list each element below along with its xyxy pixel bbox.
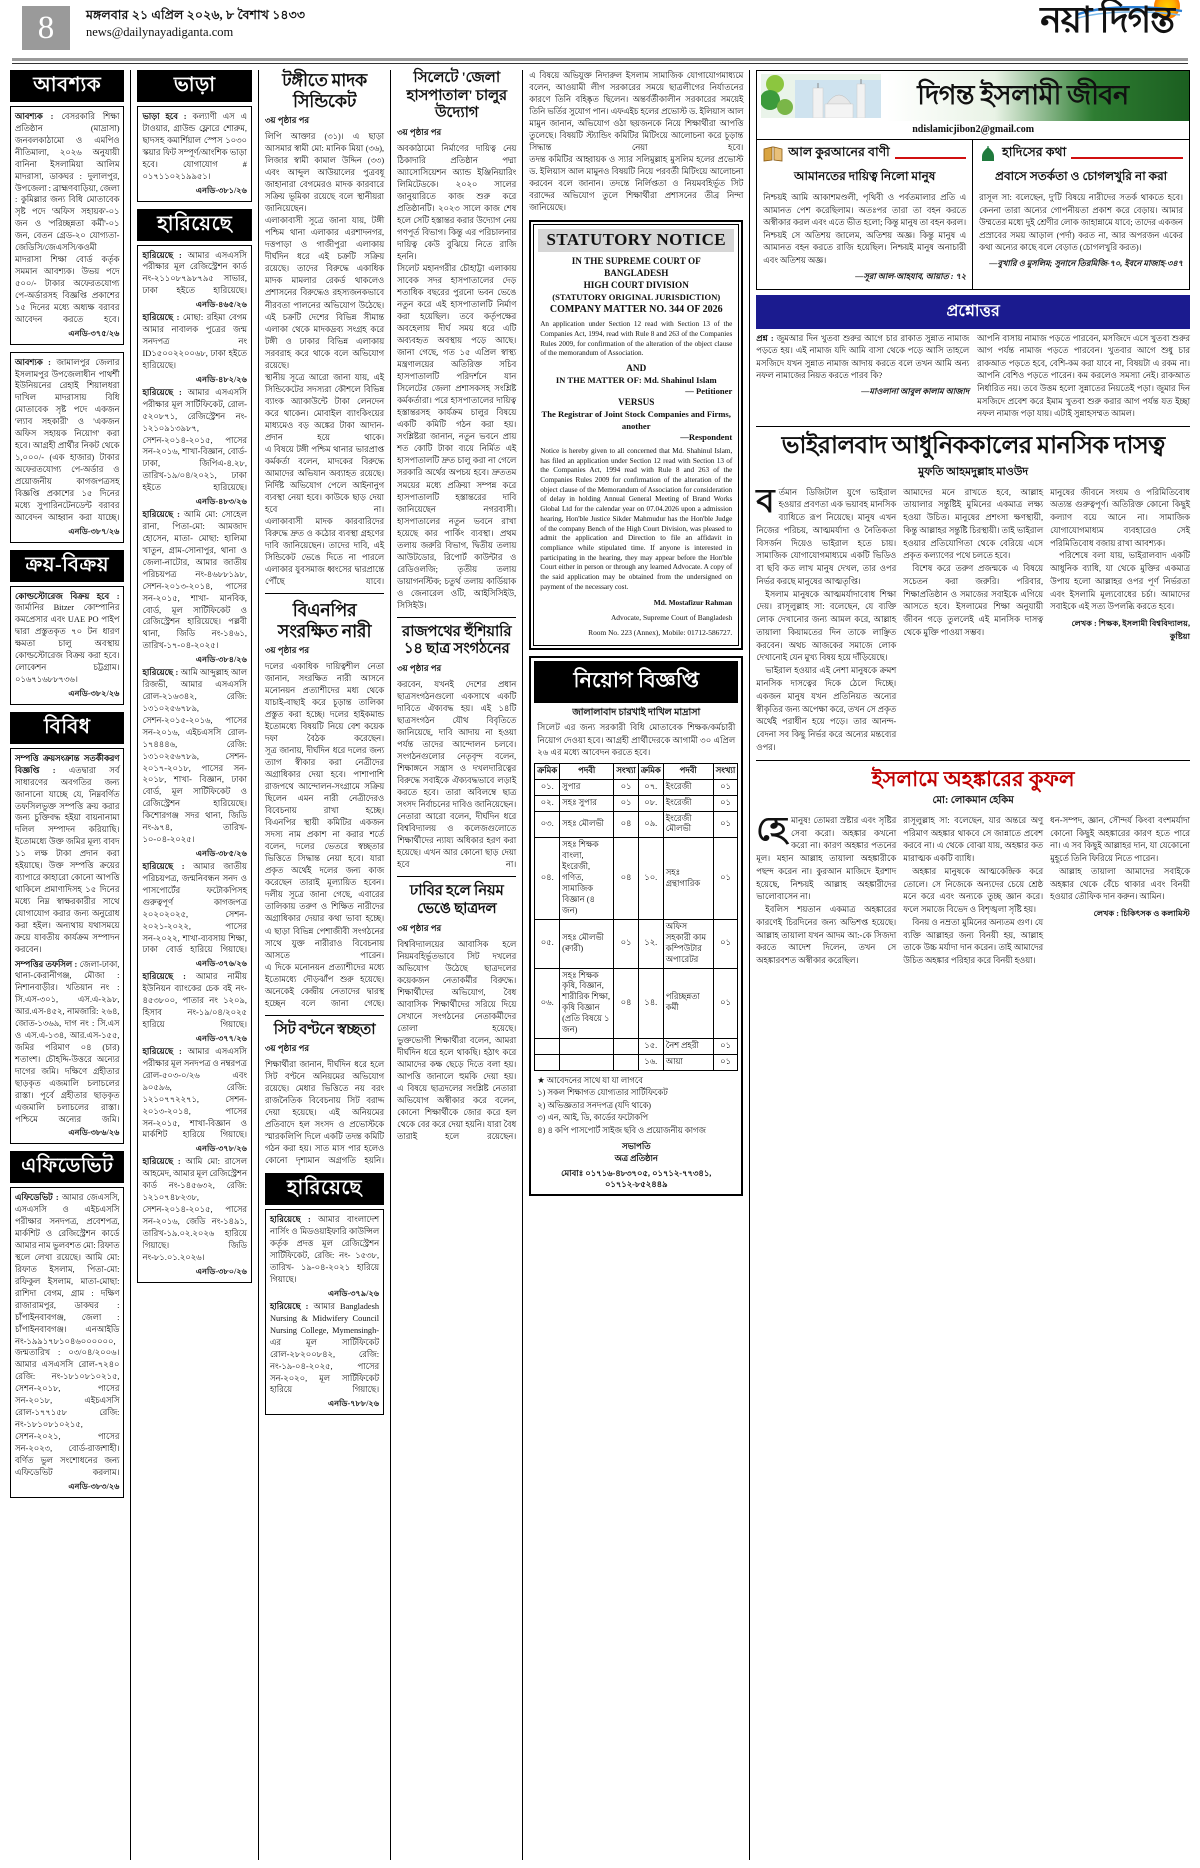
- story4-para: অবকাঠামো নির্মাণের দায়িত্ব নেয় ঠিকাদারি প্রতিষ্ঠান পদ্মা অ্যাসোসিয়েশন অ্যান্ড ইঞ্জিনিয়ারিং লিমিটেডকে। ২০২০ সালের জানুয়ারিতে কাজ শুরু করে প্রতিষ্ঠানটি। ২০২৩ সালে কাজ শেষ হলে সেটি হস্তান্তর করার উদ্যোগ নেয় গণপূর্ত বিভাগ। কিন্তু এর পরিচালনার দায়িত্ব কেউ বুঝিয়ে নিতে রাজি হননি।: [397, 144, 517, 262]
- cell-serial: ১৬.: [638, 1054, 663, 1070]
- cell-count: ০৪: [614, 811, 639, 838]
- story2-para: সূত্র জানায়, দীর্ঘদিন ধরে দলের জন্য ত্যাগ স্বীকার করা নেত্রীদের অগ্রাধিকার দেয়া হবে। পাশাপাশি রাজপথে আন্দোলন-সংগ্রামে সক্রিয় ছিলেন এমন নারী নেত্রীদেরও বিবেচনায় রাখা হচ্ছে।: [264, 746, 385, 816]
- cell-count: ০১: [713, 1039, 738, 1055]
- col-position-2: পদবী: [663, 763, 713, 779]
- feature2-para: রাসূলুল্লাহ সা: বলেছেন, যার অন্তরে অণু পরিমাণ অহঙ্কার থাকবে সে জান্নাতে প্রবেশ করবে না। এ থেকে বোঝা যায়, অহঙ্কার কত মারাত্মক একটি ব্যাধি।: [903, 815, 1044, 864]
- qa-question-text: জুমআর দিন খুতবা শুরুর আগে চার রাকাত সুন্নাত নামাজ পড়তে হয়। এই নামাজ যদি আমি বাসা থেকে পড়ে আসি তাহলে মসজিদে যখন সুন্নাত নামাজ আদায় করতে বলে তখন আমি অন্য নফল নামাজের নিয়ত করতে পারব কি?: [756, 333, 970, 381]
- section-divider: [756, 426, 1190, 427]
- cell-serial: ১৪.: [638, 968, 663, 1039]
- ad-body: জার্মানির Bitzer কোম্পানির কমপ্রেসার এবং UAE PO পাইপ দ্বারা প্রস্তুতকৃত ৭০ টন ধারণ ক্ষমতা চালু অবস্থায় কোল্ডস্টোরেজ বিক্রয় করা হবে। লোকেশন চট্টগ্রাম। ০১৬৭১৬৮৮৭৩৬।: [15, 603, 120, 684]
- ad-label: হারিয়েছে :: [142, 510, 180, 520]
- ad-label: এফিডেভিট :: [15, 1193, 59, 1203]
- job-signer-org: অত্র প্রতিষ্ঠান: [614, 1153, 658, 1163]
- hadis-text: রাসূল সা: বলেছেন, দু'টি বিষয়ে নারীদের সতর্ক থাকতে হবে। কেননা তারা অন্যের গোপনীয়তা প্রকাশ করে বেড়ায়। আমার উম্মতের মধ্যে দুই শ্রেণীর লোক জাহান্নামে যাবে; তাদের একজন প্রস্রাবের সময় আড়াল (পর্দা) করত না, আর অপরজন একের কথা অন্যের কাছে বলে বেড়াত (চোগলখুরি করত)।: [979, 193, 1183, 253]
- statutory-petitioner: — Petitioner: [685, 386, 733, 397]
- ad-ref: এনডি-৩৮৫/২৬: [195, 849, 247, 859]
- job-ad-heading: নিয়োগ বিজ্ঞপ্তি: [534, 661, 738, 703]
- feature1-para: ভাইরাল হওয়ার এই নেশা মানুষকে ক্রমশ মানসিক দাসত্বের দিকে ঠেলে দিচ্ছে। একজন মানুষ যখন প্রতিনিয়ত অন্যের স্বীকৃতির জন্য অপেক্ষা করে, তখন সে প্রকৃত অর্থেই পরাধীন হয়ে পড়ে। তার আনন্দ-বেদনা সব কিছু নির্ভর করে অন্যের মন্তব্যের ওপর।: [756, 666, 897, 752]
- column-divider: [390, 70, 391, 1860]
- quran-source: —সূরা আল-আহযাব, আয়াত : ৭২: [855, 271, 967, 281]
- headline-story3: সিট বণ্টনে স্বচ্ছতা: [273, 1021, 376, 1038]
- feature2-dropcap: হে: [756, 811, 788, 848]
- ad-body: মোছা: রহিমা বেগম আমার নাবালক পুত্রের জন্ম সনদপত্র নং ID১৫০০২২০০৬৮, ঢাকা হইতে হারিয়েছে।: [142, 313, 247, 370]
- ad-ref: এনডি-৩৮০/২৬: [195, 1266, 247, 1276]
- feature2-para: ইবলিস শয়তান একমাত্র অহঙ্কারের কারণেই চিরদিনের জন্য অভিশপ্ত হয়েছে। আল্লাহ তায়ালা যখন আদম আ:-কে সিজদা করতে আদেশ দিলেন, তখন সে অহঙ্কারবশত অস্বীকার করেছিল।: [756, 905, 897, 966]
- cell-position: সহঃ সুপার: [560, 795, 614, 811]
- feature2-sign: লেখক : চিকিৎসক ও কলামিস্ট: [1093, 909, 1190, 919]
- ad-label: হারিয়েছে :: [142, 972, 186, 982]
- cell-count: ০১: [713, 779, 738, 795]
- section-divider: [756, 760, 1190, 761]
- job-positions-table: [534, 763, 738, 1071]
- quran-kicker: [763, 144, 966, 164]
- quran-block: [757, 140, 973, 289]
- story2-para: দলীয় সূত্রে জানা গেছে, এবারের তালিকায় তরুণ ও শিক্ষিত নারীদের অগ্রাধিকার দেয়ার কথা ভাবা হচ্ছে। এ ছাড়া বিভিন্ন পেশাজীবী সংগঠনের সাথে যুক্ত নারীরাও বিবেচনায় আসতে পারেন।: [264, 890, 385, 960]
- masthead-rule-thin: [12, 63, 1188, 64]
- category-heading-lost: হারিয়েছে: [137, 209, 251, 241]
- publication-date: মঙ্গলবার ২১ এপ্রিল ২০২৬, ৮ বৈশাখ ১৪৩৩: [86, 8, 306, 22]
- statutory-notice-inner: [533, 224, 739, 645]
- feature1-col-1: [756, 483, 897, 755]
- continued-from-story5: ৩য় পৃষ্ঠার পর: [397, 663, 442, 674]
- page-number: 8: [22, 6, 70, 50]
- story4-para: জানা গেছে, গত ১৫ এপ্রিল স্বাস্থ্য মন্ত্রণালয়ের অতিরিক্ত সচিব হাসপাতালটি পরিদর্শনে যান সিলেটের জেলা প্রশাসকসহ সংশ্লিষ্ট কর্মকর্তারা। পরে হাসপাতালের দায়িত্ব হস্তান্তরসহ কার্যক্রম চালুর বিষয়ে একটি কমিটি গঠন করা হয়।: [397, 348, 517, 430]
- section-divider: [397, 617, 516, 618]
- ad-ref: এনডি-৩৭৯/২৬: [328, 1288, 380, 1298]
- cell-count: ০১: [614, 919, 639, 968]
- headline-story4: সিলেটে 'জেলা হাসপাতাল' চালুর উদ্যোগ: [406, 70, 507, 122]
- statutory-signer-address: Room No. 223 (Annex), Mobile: 01712-586727.: [588, 627, 733, 637]
- ad-ref: এনডি-৪৮৩/২৬: [195, 497, 247, 507]
- cell-count: ০১: [614, 779, 639, 795]
- islamic-banner-wrap: [756, 70, 1190, 290]
- ad-label: হারিয়েছে :: [142, 250, 182, 260]
- column-divider: [749, 70, 750, 1860]
- cell-position: আয়া: [663, 1054, 713, 1070]
- story2-para: বিএনপির স্থায়ী কমিটির একজন সদস্য নাম প্রকাশ না করার শর্তে বলেন, দলের ভেতরে স্বচ্ছতার ভিত্তিতে সিদ্ধান্ত নেয়া হবে। যারা প্রকৃত অর্থেই দলের জন্য কাজ করেছেন তারাই মূল্যায়িত হবেন।: [264, 818, 385, 888]
- logo-wordmark: [1036, 2, 1174, 38]
- job-note-item: ৩) এন, আই, ডি, কার্ডের ফটোকপি: [537, 1113, 649, 1123]
- qa-heading: প্রশ্নোত্তর: [756, 295, 1190, 329]
- job-note-item: ২) অভিজ্ঞতার সনদপত্র (যদি থাকে): [537, 1100, 652, 1110]
- statutory-title: STATUTORY NOTICE: [538, 229, 734, 252]
- story1-para: এলাকাবাসী সূত্রে জানা যায়, টঙ্গী পশ্চিম থানা এলাকার এরশাদনগর, দত্তপাড়া ও গাজীপুরা এলাকায় দীর্ঘদিন ধরে এই চক্রটি সক্রিয় রয়েছে। তাদের বিরুদ্ধে একাধিক মাদক মামলার রেকর্ড থাকলেও প্রশাসনের বিরুদ্ধেও রহস্যজনকভাবে নীরবতা পালনের অভিযোগ উঠেছে। এই চক্রটি দেশের বিভিন্ন সীমান্ত এলাকা থেকে মাদকদ্রব্য সংগ্রহ করে টঙ্গী ও ঢাকার বিভিন্ন এলাকায় সরবরাহ করে থাকে বলে অভিযোগ রয়েছে।: [264, 216, 385, 370]
- cell-position: নৈশ প্রহরী: [663, 1039, 713, 1055]
- ad-body: আমার এসএসসি পরীক্ষার মূল রেজিস্ট্রেশন কার্ড নং-২১১০৮৭৯৮৭৯৫ সাভার, ঢাকা হইতে হারিয়েছে।: [142, 250, 247, 296]
- ad-body: আমার এসএসসি পরীক্ষার মূল সনদপত্র ও নম্বরপত্র রোল-৫০৩-০/২৬ এবং ৯০৫৯৬, রেজি: ১২১০৭৭২২৭১, সেশন- ২০১৩-২০১৪, পাসের সন-২০১৫, শাখা-বিজ্ঞান ও মার্কশিট হারিয়ে গিয়াছে।: [142, 1047, 247, 1140]
- cell-position: সহঃ মৌলভী: [560, 811, 614, 838]
- ad-ref: এনডি-৩৭৫/২৬: [68, 328, 120, 338]
- statutory-court-1: IN THE SUPREME COURT OF BANGLADESH: [571, 256, 701, 279]
- quran-kicker-label: আল কুরআনের বাণী: [788, 145, 890, 159]
- hadis-source: —বুখারি ও মুসলিম; সুনানে তিরমিজি-৭০, ইবনে মাজাহ-৩৪৭: [989, 259, 1183, 269]
- column-divider: [130, 70, 131, 1860]
- ad-ref: এনডি-৩৭৬/২৬: [195, 959, 247, 969]
- feature1-para: মানুষের জীবনে সংযম ও পরিমিতিবোধ অত্যন্ত গুরুত্বপূর্ণ। অতিরিক্ত কোনো কিছুই কল্যাণ বয়ে আনে না। সামাজিক যোগাযোগমাধ্যম ব্যবহারেও সেই পরিমিতিবোধ বজায় রাখা আবশ্যক।: [1050, 487, 1190, 548]
- story4-para: সংশ্লিষ্টরা জানান, নতুন ভবনে প্রায় শত কোটি টাকা ব্যয়ে নির্মিত এই হাসপাতালটি দ্রুত চালু করা না গেলে সরকারি অর্থের অপচয় হবে। দ্রুততম সময়ের মধ্যে প্রক্রিয়া সম্পন্ন করে হাসপাতালটি হস্তান্তরের দাবি জানিয়েছেন নগরবাসী।: [397, 432, 517, 514]
- cell-serial: [535, 1039, 560, 1055]
- ad-ref: এনডি-৩৭৮/২৬: [195, 1144, 247, 1154]
- continued-from-story6: ৩য় পৃষ্ঠার পর: [397, 922, 442, 933]
- masthead-date-block: [86, 7, 305, 41]
- ad-label: হারিয়েছে :: [142, 313, 180, 323]
- ad-body: জেলা-ঢাকা, থানা-কেরানীগঞ্জ, মৌজা : নিশানবাড়ীর। খতিয়ান নং : সি.এস-৩০১, এস.এ-২৯৮, আর.এস-৪৫২, নামজারি: ২৬৪, জোত-১৩৬৯, দাগ নং : সি.এস ও এস.এ-১৩৪, আর.এস-১৫৫, জমির পরিমাণ ০৪ (চার) শতাংশ। চৌহদ্দি-উত্তরে অন্যের দাগের জমি। দক্ষিণে গ্রহীতার ছাড়কৃত এজমালি চলাচলের রাস্তা। পূর্বে গ্রহীতার ছাড়কৃত এজমালি চলাচলের রাস্তা। পশ্চিমে অন্যের জমি।: [15, 959, 120, 1124]
- cell-position: ইংরেজী: [663, 779, 713, 795]
- classified-ad-group: [265, 1209, 384, 1415]
- qa-answer-col: [977, 333, 1190, 421]
- cell-position: সহঃ গ্রন্থাগারিক: [663, 838, 713, 919]
- continued-from-story4: ৩য় পৃষ্ঠার পর: [397, 127, 442, 138]
- statutory-matter-no: COMPANY MATTER NO. 344 OF 2026: [549, 304, 723, 316]
- islamic-banner: [757, 71, 1189, 121]
- continued-from-story3: ৩য় পৃষ্ঠার পর: [264, 1043, 310, 1054]
- cell-position: সহঃ মৌলভী (ক্বারী): [560, 919, 614, 968]
- ad-label: হারিয়েছে :: [269, 1215, 311, 1225]
- story5-para: করবেন, যখনই দেশের প্রধান ছাত্রসংগঠনগুলো একসাথে একটি দাবিতে ঐক্যবদ্ধ হয়। এই ১৪টি ছাত্রসংগঠন যৌথ বিবৃতিতে জানিয়েছে, দাবি আদায় না হওয়া পর্যন্ত তাদের আন্দোলন চলবে।: [397, 680, 517, 750]
- table-row: [535, 779, 738, 795]
- story3-para: শিক্ষার্থীরা জানান, দীর্ঘদিন ধরে হলে সিট বণ্টনে অনিয়মের অভিযোগ রয়েছে। মেধার ভিত্তিতে নয় বরং রাজনৈতিক বিবেচনায় সিট বরাদ্দ দেয়া হয়েছে। এই অনিয়মের প্রতিবাদে হল সংসদ ও প্রভোস্টকে স্মারকলিপি দিলে একটি তদন্ত কমিটি গঠন করা হয়। সাত মাস পার হলেও কোনো দৃশ্যমান অগ্রগতি হয়নি।: [264, 1060, 385, 1166]
- contact-email: news@dailynayadiganta.com: [86, 24, 234, 39]
- job-signer: সভাপতি: [621, 1142, 651, 1152]
- table-row: [535, 919, 738, 968]
- ad-label: হারিয়েছে :: [142, 862, 185, 872]
- col-position-1: পদবী: [560, 763, 614, 779]
- newspaper-logo: [1036, 2, 1174, 38]
- table-row: [535, 838, 738, 919]
- col-count-2: সংখ্যা: [713, 763, 738, 779]
- cell-count: ০১: [614, 795, 639, 811]
- col-count-1: সংখ্যা: [614, 763, 639, 779]
- cell-position: [560, 1054, 614, 1070]
- mosque-dome-icon: [979, 146, 997, 162]
- logo-text: নয়া দিগন্ত: [1040, 0, 1174, 40]
- category-heading-lost-2: হারিয়েছে: [265, 1173, 384, 1205]
- ad-ref: এনডি-৩৮১/২৬: [195, 185, 247, 195]
- ad-label: সম্পত্তির তফসিল :: [15, 959, 78, 969]
- column-classified-1: [10, 70, 124, 1860]
- ad-ref: এনডি-৩৮৬/২৬: [68, 1128, 120, 1138]
- cell-serial: [535, 1054, 560, 1070]
- col-serial-2: ক্রমিক: [638, 763, 663, 779]
- feature1-col-2: [903, 487, 1043, 755]
- qa-source: —মাওলানা আবুল কালাম আজাদ: [861, 387, 970, 397]
- masthead: [10, 0, 1190, 56]
- table-header-row: [535, 763, 738, 779]
- ad-ref: এনডি-৩৮৪/২৬: [195, 655, 247, 665]
- story4-para: হাসপাতালের নতুন ভবনে রাখা হয়েছে কার পার্কিং ব্যবস্থা। প্রথম তলায় জরুরি বিভাগ, দ্বিতীয় তলায় আউটডোর, রিপোর্ট কাউন্টার ও রেডিওলজি; তৃতীয় তলায় ডায়াগনস্টিক; চতুর্থ তলায় কার্ডিয়াক ও জেনারেল ওটি, আইসিসিইউ, সিসিইউ।: [397, 516, 517, 610]
- feature1-byline: মুফতি আহমদুল্লাহ মাওউদ: [918, 465, 1029, 478]
- continued-from-story2: ৩য় পৃষ্ঠার পর: [264, 645, 310, 656]
- feature2-col-2: [903, 815, 1043, 968]
- story2-para: এ দিকে মনোনয়ন প্রত্যাশীদের মধ্যে ইতোমধ্যে দৌড়ঝাঁপ শুরু হয়েছে। অনেকেই কেন্দ্রীয় নেতাদের দ্বারস্থ হচ্ছেন বলে জানা গেছে।: [264, 962, 385, 1008]
- hadis-kicker-label: হাদিসের কথা: [1002, 145, 1067, 159]
- table-row: [535, 1054, 738, 1070]
- ad-ref: এনডি-৪৮২/২৬: [195, 374, 247, 384]
- job-intro: সিলেট এর জন্য সরকারী বিধি মোতাবেক শিক্ষক/কর্মচারী নিয়োগ দেওয়া হবে। আগ্রহী প্রার্থীদেরকে আগামী ৩০ এপ্রিল ২৬ এর মধ্যে আবেদন করতে হবে।: [537, 722, 736, 758]
- classified-ad: [10, 586, 124, 705]
- cell-serial: ০৫.: [535, 919, 560, 968]
- story6-para: বিশ্ববিদ্যালয়ের আবাসিক হলে নিয়মবহির্ভূতভাবে সিট দখলের অভিযোগ উঠেছে ছাত্রদলের কয়েকজন নেতাকর্মীর বিরুদ্ধে। শিক্ষার্থীদের অভিযোগ, বৈধ আবাসিক শিক্ষার্থীদের সরিয়ে দিয়ে সেখানে সংগঠনের নেতাকর্মীদের তোলা হয়েছে।: [397, 939, 517, 1033]
- section-divider: [265, 1015, 384, 1016]
- statutory-respondent: —Respondent: [680, 431, 733, 442]
- story1-para: লিপি আক্তার (৩১)। এ ছাড়া আসমার স্বামী মো: মানিক মিয়া (৩৬), লিজার স্বামী কামাল উদ্দিন (৩৩) এবং আব্দুল আউয়ালের পুত্রবধূ জাহানারা বেগমেরও মাদক কারবারে সক্রিয় ভূমিকা রয়েছে বলে স্থানীয়রা জানিয়েছেন।: [264, 132, 385, 214]
- statutory-respondent-line: The Registrar of Joint Stock Companies and Firms, another: [541, 409, 731, 431]
- qa-question-col: [756, 333, 969, 421]
- feature2-para: অহঙ্কার মানুষকে আত্মকেন্দ্রিক করে তোলে। সে নিজেকে অন্যদের চেয়ে শ্রেষ্ঠ মনে করে এবং অন্যকে তুচ্ছ জ্ঞান করে। ফলে সমাজে বিভেদ ও বিশৃঙ্খলা সৃষ্টি হয়।: [903, 866, 1044, 915]
- ad-body: আমি মো: রাসেল আহমেদ, আমার মূল রেজিস্ট্রেশন কার্ড নং-১৪৫৬৩২, রেজি: ১২১০৭৪৮২৩৮, সেশন-২০১৪-২০১৫, পাসের সন-২০১৬, জেডি নং-১৪৯১, তারিখ-১৯.০২.২০২৬ হারিয়ে গিয়াছে। জিডি নং-৮১.০১.২০২৬।: [142, 1157, 247, 1262]
- story3-para: তদন্ত কমিটির আহ্বায়ক ও স্যার সলিমুল্লাহ মুসলিম হলের প্রভোস্ট ড. ইলিয়াস আল মামুনও বিষয়টি নিয়ে পরবর্তী মিটিংয়ে আলোচনা করবেন বলে জানান। তদন্তে নির্লিপ্ততা ও নিয়মবহির্ভূত সিট বরাদ্দের অভিযোগ তুলে শিক্ষার্থীরা প্রশাসনের তীব্র নিন্দা জানিয়েছে।: [529, 155, 744, 213]
- feature2-para: মানুষ! তোমরা স্রষ্টার এবং সৃষ্টির সেবা করো। অহঙ্কার কখনো করো না। কারণ অহঙ্কার পতনের মূল। মহান আল্লাহ তায়ালা অহঙ্কারীকে পছন্দ করেন না। কুরআন মাজিদে ইরশাদ হয়েছে, নিশ্চয়ই আল্লাহ অহঙ্কারীদের ভালোবাসেন না।: [756, 815, 897, 902]
- category-heading-rent: ভাড়া: [137, 70, 251, 102]
- column-news-1: [265, 70, 384, 1860]
- quran-title: আমানতের দায়িত্ব নিলো মানুষ: [794, 169, 936, 183]
- story1-para: স্থানীয় সূত্রে আরো জানা যায়, এই সিন্ডিকেটের সদস্যরা কৌশলে বিভিন্ন ব্যাংক অ্যাকাউন্টে টাকা লেনদেন করে থাকেন। মোবাইল ব্যাংকিংয়ের মাধ্যমেও বড় অঙ্কের টাকা আদান-প্রদান হয়ে থাকে।: [264, 372, 385, 442]
- ad-label: হারিয়েছে :: [142, 1157, 181, 1167]
- story1-para: এলাকাবাসী মাদক কারবারিদের বিরুদ্ধে দ্রুত ও কঠোর ব্যবস্থা গ্রহণের দাবি জানিয়েছেন। তাদের দাবি, এই সিন্ডিকেট ভেঙে দিতে না পারলে এলাকার যুবসমাজ ধ্বংসের দ্বারপ্রান্তে পৌঁছে যাবে।: [264, 516, 385, 586]
- continued-from-story1: ৩য় পৃষ্ঠার পর: [264, 115, 310, 126]
- feature1-dropcap: ব: [756, 483, 775, 520]
- feature2-headline: ইসলামে অহঙ্কারের কুফল: [871, 766, 1075, 791]
- ad-body: আমার জেএসসি, এসএসসি ও এইচএসসি পরীক্ষার সনদপত্র, প্রবেশপত্র, মার্কশিট ও রেজিস্ট্রেশন কার্ডে আমার নাম ভুলবশত মো: রিফাত স্থলে লেখা রয়েছে। আমি মো: রিফাত ইসলাম, পিতা-মো: রফিকুল ইসলাম, মাতা-মোছা: রাশিদা বেগম, গ্রাম : দক্ষিণ রাজারামপুর, ডাকঘর : চাঁপাইনবাবগঞ্জ, জেলা : চাঁপাইনবাবগঞ্জ। এনআইডি নং-১৯৯১৭৮১০৪৬০০০০০০, জন্মতারিখ : ০৩/০৪/২০০৬। আমার এসএসসি রোল-৭২৪০ রেজি: নং-১৮১০৮১০২১৫, সেশন-২০১৮, পাসের সন-২০১৮, এইচএসসি রোল-১৭৭১৫৮ রেজি: নং-১৮১০৮১০২১৫, সেশন-২০২১, পাসের সন-২০২৩, বোর্ড-রাজশাহী। বর্ণিত ভুল সংশোধনের জন্য এফিডেভিট করলাম।: [15, 1193, 120, 1477]
- feature2-col-1: [756, 811, 897, 968]
- feature1-para: আমাদের মনে রাখতে হবে, আল্লাহ তায়ালার সন্তুষ্টিই মুমিনের একমাত্র লক্ষ্য হওয়া উচিত। মানুষের প্রশংসা ক্ষণস্থায়ী, কিন্তু আল্লাহর সন্তুষ্টি চিরস্থায়ী। তাই ভাইরাল হওয়ার প্রতিযোগিতা থেকে বেরিয়ে এসে প্রকৃত কল্যাণের পথে চলতে হবে।: [903, 487, 1044, 561]
- job-table-body: [535, 779, 738, 1070]
- statutory-notice: [529, 220, 743, 649]
- job-institution: জালালাবাদ চারখাই দাখিল মাদ্রাসা: [572, 707, 701, 718]
- ad-body: আমার জাতীয় পরিচয়পত্র, জন্মনিবন্ধন সনদ ও পাসপোর্টের ফটোকপিসহ গুরুত্বপূর্ণ কাগজপত্র ২০২০২০২৫, সেশন- ২০২১-২০২২, পাসের সন-২০২২, শাখা-ব্যবসায় শিক্ষা, ঢাকা বোর্ড হারিয়ে গিয়াছে।: [142, 862, 247, 955]
- ad-body: আমার Bangladesh Nursing & Midwifery Council Nursing College, Mymensingh-এর মূল সার্টিফিকেট রোল-২৮২০০৮৪২, রেজি: নং-১৯-০৪-২০২৫, পাসের সন-২০২০, মূল সার্টিফিকেট হারিয়ে গিয়াছে।: [269, 1301, 380, 1395]
- feature1-headline: ভাইরালবাদ আধুনিককালের মানসিক দাসত্ব: [781, 432, 1165, 459]
- statutory-signer-title: Advocate, Supreme Court of Bangladesh: [610, 612, 733, 622]
- table-row: [535, 811, 738, 838]
- category-heading-affidavit: এফিডেভিট: [10, 1151, 124, 1183]
- story4-para: সিলেট মহানগরীর চৌহাট্টা এলাকায় সাবেক সদর হাসপাতালের দেড় শতাধিক বছরের পুরনো ভবন ভেঙে নতুন করে এই হাসপাতালটি নির্মাণ করা হয়েছিল। তবে কর্তৃপক্ষের অবহেলায় দীর্ঘ সময় ধরে এটি অব্যবহৃত অবস্থায় পড়ে আছে।: [397, 264, 517, 346]
- feature2-para: বিনয় ও নম্রতা মুমিনের অন্যতম গুণ। যে ব্যক্তি আল্লাহর জন্য বিনয়ী হয়, আল্লাহ তাকে উচ্চ মর্যাদা দান করেন। তাই আমাদের উচিত অহঙ্কার পরিহার করে বিনয়ী হওয়া।: [903, 917, 1044, 966]
- mosque-icon: [761, 74, 881, 118]
- headline-story1: টঙ্গীতে মাদক সিন্ডিকেট: [282, 70, 367, 111]
- headline-story2: বিএনপির সংরক্ষিত নারী: [277, 599, 372, 641]
- cell-serial: ০৪.: [535, 838, 560, 919]
- column-news-2: [397, 70, 516, 1860]
- ad-ref: এনডি-৩৮৭/২৬: [68, 526, 120, 536]
- ad-body: আমি আব্দুল্লাহ আল রিজভী, আমার এসএসসি রোল-২১৬৩৪২, রেজি: ১৩১০২৫৬৭৮৯, সেশন-২০১৫-২০১৬, পাসের সন-২০১৬, এইচএসসি রোল- ১৭৪৪৪৬, রেজি: ১৩১০২৫৬৭৮৯, সেশন- ২০১৭-২০১৮, পাসের সন- ২০১৮, শাখা- বিজ্ঞান, ঢাকা বোর্ড, মূল সার্টিফিকেট ও রেজিস্ট্রেশন হারিয়েছে। কিশোরগঞ্জ সদর থানা, জিডি নং-৯৭৪, তারিখ- ১০-০৪-২০২৫।: [142, 668, 247, 845]
- ad-ref: এনডি-৩৭৭/২৬: [195, 1034, 247, 1043]
- classified-ad-group: [137, 245, 251, 1283]
- headline-story5: রাজপথের হুঁশিয়ারি ১৪ ছাত্র সংগঠনের: [401, 623, 512, 658]
- section-divider: [397, 876, 516, 877]
- ad-body: আমার নামীয় ইউনিয়ন ব্যাংকের চেক বই নং- ৪৫৩৮০০, পাতার নং ১২০৯, হিসাব নং-১৯/০৪/২০২৫ হারিয়ে গিয়াছে।: [142, 972, 247, 1030]
- job-note-item: ১) সকল শিক্ষাগত যোগ্যতার সার্টিফিকেট: [537, 1088, 668, 1098]
- column-divider: [258, 70, 259, 1860]
- ad-body: এতদ্বারা সর্ব সাধারণের অবগতির জন্য জানানো যাচ্ছে যে, নিম্নবর্ণিত তফসিলভুক্ত সম্পত্তি ক্রয় করার জন্য চুক্তিবদ্ধ হইয়া বায়নানামা দলিল সম্পাদন করিয়াছি। ইতোমধ্যে উক্ত জমির মূল্য বাবদ ১১ লক্ষ টাকা প্রদান করা হইয়াছে। উক্ত সম্পত্তি ক্রয়ের ব্যাপারে কাহারো কোনো আপত্তি থাকিলে প্রমাণাদিসহ ১৫ দিনের মধ্যে নিম্ন স্বাক্ষরকারীর সাথে যোগাযোগ করার জন্য অনুরোধ করা হইল। অন্যথায় যথাসময়ে ক্রয়ে যাবতীয় কার্যক্রম সম্পাদন করবেন।: [15, 765, 120, 954]
- feature1-columns: [756, 483, 1190, 755]
- cell-count: [614, 1039, 639, 1055]
- story6-para: এ বিষয়ে ছাত্রদলের সংশ্লিষ্ট নেতারা অভিযোগ অস্বীকার করে বলেন, কোনো শিক্ষার্থীকে জোর করে হল থেকে বের করে দেয়া হয়নি। যারা বৈধ তারাই হলে রয়েছেন।: [397, 1083, 517, 1141]
- column-divider: [522, 70, 523, 1860]
- feature1-para: ইসলাম মানুষকে আত্মমর্যাদাবোধ শিক্ষা দেয়। রাসূলুল্লাহ সা: বলেছেন, যে ব্যক্তি লোক দেখানোর জন্য আমল করে, আল্লাহ তায়ালা কিয়ামতের দিন তাকে লাঞ্ছিত করবেন। অথচ আজকের সমাজে লোক দেখানোই যেন মুখ্য বিষয় হয়ে দাঁড়িয়েছে।: [756, 589, 897, 663]
- category-heading-misc: বিবিধ: [10, 712, 124, 744]
- cell-serial: ০৯.: [638, 811, 663, 838]
- ad-label: আবশ্যক :: [15, 112, 54, 121]
- classified-ad: [137, 106, 251, 202]
- statutory-jurisdiction: (STATUTORY ORIGINAL JURISDICTION): [552, 292, 721, 303]
- cell-position: ইংরেজী মৌলভী: [663, 811, 713, 838]
- table-row: [535, 968, 738, 1039]
- cell-serial: ১২.: [638, 919, 663, 968]
- cell-count: ০৪: [614, 838, 639, 919]
- job-advertisement: [529, 656, 743, 1197]
- statutory-notice-body: Notice is hereby given to all concerned that Md. Shahinul Islam, has filed an application under Section 12 read with Section 13 of the Companies Act, 1994 read with Rule 8 and 263 of the Companies Rules 2009 for confirmation of the alteration of the object clause of the Memorandum of Association for consideration of delay in holding Annual General Meeting of Brand Works Global Ltd for the calendar year on 07.04.2026 upon a admission hearing, Hon'ble Justice Sikder Mahmudur has the Hon'ble Judge of the company Bench of the High Court Division, was pleased to admit the application and Direction to file an affidavit in compliance while stipulated time. If anyone is interested in participating in the hearing, they may appear before the Hon'ble Court either in person or through any learned Advocate. A copy of the said application may be obtained from the undersigned on payment of the necessary cost.: [540, 446, 733, 591]
- classified-ad: [10, 352, 124, 543]
- cell-count: ০১: [713, 795, 738, 811]
- page-grid: [10, 70, 1190, 1860]
- cell-count: ০১: [713, 968, 738, 1039]
- cell-serial: ১০.: [638, 838, 663, 919]
- statutory-court-2: HIGH COURT DIVISION: [583, 280, 689, 291]
- story2-para: দলের একাধিক দায়িত্বশীল নেতা জানান, সংরক্ষিত নারী আসনে মনোনয়ন প্রত্যাশীদের মধ্য থেকে যাচাই-বাছাই করে চূড়ান্ত তালিকা প্রস্তুত করা হচ্ছে। দলের হাইকমান্ড ইতোমধ্যে বিষয়টি নিয়ে বেশ কয়েক দফা বৈঠক করেছেন।: [264, 662, 385, 744]
- cell-position: [560, 1039, 614, 1055]
- job-notes-title: ★ আবেদনের সাথে যা যা লাগবে: [537, 1075, 643, 1085]
- cell-serial: ০৮.: [638, 795, 663, 811]
- ad-ref: এনডি-৩৮৩/২৬: [68, 1481, 120, 1491]
- classified-ad: [10, 1187, 124, 1497]
- ad-label: হারিয়েছে :: [269, 1301, 309, 1311]
- ad-body: জামালপুর জেলার ইসলামপুর উপজেলাধীন পাথর্শী ইউনিয়নের রেহাই শিয়ালধরা দাখিল মাদরাসায় বিধি মোতাবেক সৃষ্ট পদে একজন 'ল্যাব সহকারী' ও 'একজন অফিস সহায়ক নিয়োগ' করা হবে। আগ্রহী প্রার্থীর নিকট থেকে ১,০০০/- (এক হাজার) টাকার অফেরতযোগ্য পে-অর্ডার ও প্রয়োজনীয় কাগজপত্রসহ বিজ্ঞপ্তি প্রকাশের ১৫ দিনের মধ্যে সুপারিনটেনডেন্ট বরাবর আবেদন আহ্বান করা যাচ্ছে।: [15, 357, 120, 522]
- headline-story6: ঢাবির হলে নিয়ম ভেঙে ছাত্রদল: [409, 883, 504, 917]
- feature1-col-3: [1050, 487, 1190, 755]
- ad-label: হারিয়েছে :: [142, 387, 182, 397]
- feature1-para: বিশেষ করে তরুণ প্রজন্মকে এ বিষয়ে সচেতন করা জরুরি। পরিবার, শিক্ষাপ্রতিষ্ঠান ও সমাজের সবাইকে এগিয়ে আসতে হবে। ইসলামের শিক্ষা অনুযায়ী জীবন গড়ে তুললেই এই মানসিক দাসত্ব থেকে মুক্তি পাওয়া সম্ভব।: [903, 564, 1044, 637]
- story1-para: এ বিষয়ে টঙ্গী পশ্চিম থানার ভারপ্রাপ্ত কর্মকর্তা বলেন, মাদকের বিরুদ্ধে আমাদের অভিযান অব্যাহত রয়েছে। নির্দিষ্ট অভিযোগ পেলে আইনানুগ ব্যবস্থা নেয়া হবে। কাউকে ছাড় দেয়া হবে না।: [264, 444, 385, 514]
- col-serial-1: ক্রমিক: [535, 763, 560, 779]
- hadis-kicker-rule: [1071, 157, 1183, 159]
- cell-position: সহঃ শিক্ষক কৃষি, বিজ্ঞান, শারীরিক শিক্ষা, কৃষি বিজ্ঞান (প্রতি বিষয়ে ১ জন): [560, 968, 614, 1039]
- ad-ref: এনডি-৩৮২/২৬: [68, 688, 120, 698]
- ad-ref: এনডি-৭৮৮/২৬: [328, 1399, 380, 1409]
- feature1-para: পরিশেষে বলা যায়, ভাইরালবাদ একটি আধুনিক ব্যাধি, যা থেকে মুক্তির একমাত্র উপায় হলো আল্লাহর ওপর পূর্ণ নির্ভরতা এবং ইসলামি মূল্যবোধের চর্চা। আমাদের সবাইকে এই সত্য উপলব্ধি করতে হবে।: [1050, 551, 1190, 612]
- statutory-application: An application under Section 12 read with Section 13 of the Companies Act, 1994, read with Rule 8 and 263 of the Companies Rules 2009, for confirmation of the alteration of the object clause of the memorandum of Association.: [540, 320, 733, 358]
- feature2-byline: মো: লোকমান হেকিম: [932, 794, 1014, 806]
- section-divider: [265, 593, 384, 594]
- column-notices: [529, 70, 743, 1860]
- cell-position: সহঃ শিক্ষক বাংলা, ইংরেজী, গণিত, সামাজিক বিজ্ঞান (৪ জন): [560, 838, 614, 919]
- story6-para: ভুক্তভোগী শিক্ষার্থীরা বলেন, আমরা দীর্ঘদিন ধরে হলে থাকছি। হঠাৎ করে আমাদের কক্ষ ছেড়ে দিতে বলা হয়। আপত্তি জানালে হুমকি দেয়া হয়।: [397, 1035, 517, 1081]
- hadis-kicker: [979, 144, 1183, 164]
- category-heading-required: আবশ্যক: [10, 70, 124, 102]
- cell-count: [614, 1054, 639, 1070]
- cell-serial: ১৫.: [638, 1039, 663, 1055]
- islamic-section-title: দিগন্ত ইসলামী জীবন: [917, 80, 1129, 110]
- ad-label: ভাড়া হবে :: [142, 112, 187, 121]
- quran-book-icon: [763, 146, 783, 162]
- islamic-section: [756, 70, 1190, 1860]
- ad-body: আমার বাংলাদেশ নার্সিং ও মিডওয়াইফারি কাউন্সিল কর্তৃক প্রদত্ত মূল রেজিস্ট্রেশন সার্টিফিকেট, রেজি: নং- ১৫৩৮, তারিখ- ১৯-০৪-২০২১ হারিয়ে গিয়াছে।: [269, 1215, 380, 1285]
- cell-serial: ০৬.: [535, 968, 560, 1039]
- table-row: [535, 795, 738, 811]
- ad-body: কল্যাণী এস এ টাওয়ার, গ্রাউন্ড ফ্লোরে শোরুম, ছাদসহ কমার্শিয়াল স্পেস ১০৩০ স্কয়ার ফিট সম্পূর্ণ/আংশিক ভাড়া হবে। যোগাযোগ # ০১৭১১০২১৯৯৫১।: [142, 112, 247, 181]
- feature1-para: র্তমান ডিজিটাল যুগে ভাইরাল হওয়ার প্রবণতা এক ভয়াবহ মানসিক ব্যাধিতে রূপ নিয়েছে। মানুষ এখন নিজের পরিচয়, আত্মমর্যাদা ও নৈতিকতা বিসর্জন দিয়েও ভাইরাল হতে চায়। সামাজিক যোগাযোগমাধ্যমে একটি ভিডিও বা ছবি কত লাখ মানুষ দেখল, তার ওপর নির্ভর করছে মানুষের আত্মতৃপ্তি।: [756, 487, 897, 586]
- feature2-col-3: [1050, 815, 1190, 968]
- hadis-block: [973, 140, 1189, 289]
- ad-label: হারিয়েছে :: [142, 668, 179, 678]
- ad-label: কোল্ডস্টোরেজ বিক্রয় হবে :: [15, 591, 120, 601]
- islamic-section-email: ndislamicjibon2@gmail.com: [757, 121, 1189, 140]
- table-row: [535, 1039, 738, 1055]
- ad-label: আবশ্যক :: [15, 357, 51, 367]
- cell-count: ০১: [713, 919, 738, 968]
- ad-label: সম্পত্তি ক্রয়সংক্রান্ত সতর্কীকরণ বিজ্ঞপ্তি :: [15, 753, 120, 775]
- qa-question-label: প্রশ্ন :: [756, 333, 774, 343]
- job-note-item: ৪) ৪ কপি পাসপোর্ট সাইজ ছবি ও প্রয়োজনীয় কাগজ: [537, 1125, 706, 1135]
- hadis-title: প্রবাসে সতর্কতা ও চোগলখুরি না করা: [994, 169, 1168, 183]
- feature2-para: ধন-সম্পদ, জ্ঞান, সৌন্দর্য কিংবা বংশমর্যাদা কোনো কিছুই অহঙ্কারের কারণ হতে পারে না। এ সব কিছুই আল্লাহর দান, যা যেকোনো মুহূর্তে তিনি ফিরিয়ে নিতে পারেন।: [1050, 815, 1190, 864]
- cell-count: ০৪: [614, 968, 639, 1039]
- story3-para: এ বিষয়ে অভিযুক্ত নিদারুল ইসলাম সামাজিক যোগাযোগমাধ্যমে বলেন, আওয়ামী লীগ সরকারের সময়ে ছাত্রলীগের নির্যাতনের কারণে তিনি বহিষ্কৃত ছিলেন। অন্তর্বর্তীকালীন সরকারের সময়েই তিনি ভর্তির সুযোগ পান। এফএইচ হলের প্রভোস্ট ড. ইলিয়াস আল মামুন জানান, অভিযোগ ওঠা ছয়জনকে নিয়ে শিক্ষার্থীরা আপত্তি তুলেছে। বিষয়টি স্ট্যান্ডিং কমিটির মিটিংয়ে আলোচনা করে চূড়ান্ত সিদ্ধান্ত নেয়া হবে।: [529, 71, 744, 153]
- ad-label: হারিয়েছে :: [142, 1047, 182, 1056]
- classified-ad: [10, 748, 124, 1145]
- qa-body: [756, 333, 1190, 421]
- cell-position: সুপার: [560, 779, 614, 795]
- ad-body: আমার এসএসসি পরীক্ষার মূল সার্টিফিকেট, রোল- ৫২০৮৭১, রেজিস্ট্রেশন নং- ১২১০৯১৩৯৮৭, সেশন-২০১৪-২০১৫, পাসের সন-২০১৬, শাখা-বিজ্ঞান, বোর্ড-ঢাকা, জিপিএ-৪.২৮, তারিখ-১৯/০৪/২০২১, ঢাকা হইতে হারিয়েছে।: [142, 387, 247, 493]
- job-phones: মোবাঃ ০১৭১৬-৪৮৩৭০৫, ০১৭১২-৭৭৩৪১, ০১৭১২-৮৫২৪৪৯: [561, 1168, 712, 1190]
- ad-body: আমি মো: সোহেল রানা, পিতা-মো: আমজাদ হোসেন, মাতা- মোছা: হালিমা খাতুন, গ্রাম-সোনাপুর, থানা ও জেলা-নাটোর, আমার জাতীয় পরিচয়পত্র নং-৪৬৮৮১৯৮, সেশন-২০১৩-২০১৪, পাসের সন-২০১৫, শাখা- মানবিক, বোর্ড, মূল সার্টিফিকেট ও রেজিস্ট্রেশন হারিয়েছে। পল্লবী থানা, জিডি নং-১৪৬১, তারিখ-১৭-০৪-২০২৫।: [142, 510, 247, 651]
- column-classified-2: [137, 70, 251, 1860]
- classified-ad: [10, 106, 124, 345]
- cell-position: ইংরেজী: [663, 795, 713, 811]
- cell-serial: ০২.: [535, 795, 560, 811]
- feature2-columns: [756, 811, 1190, 968]
- feature2-para: আল্লাহ তায়ালা আমাদের সবাইকে অহঙ্কার থেকে বেঁচে থাকার এবং বিনয়ী হওয়ার তৌফিক দান করুন। আমিন।: [1050, 866, 1190, 902]
- statutory-in-matter-of: IN THE MATTER OF: Md. Shahinul Islam: [555, 375, 717, 386]
- masthead-rule: [12, 58, 1188, 61]
- statutory-versus: VERSUS: [618, 397, 655, 408]
- statutory-and: AND: [626, 363, 647, 374]
- story5-para: সংগঠনগুলোর নেতৃবৃন্দ বলেন, শিক্ষাঙ্গনে সন্ত্রাস ও দখলদারিত্বের বিরুদ্ধে সবাইকে ঐক্যবদ্ধভাবে লড়াই করতে হবে। তারা অবিলম্বে ছাত্র সংসদ নির্বাচনের দাবিও জানিয়েছেন।: [397, 752, 517, 810]
- job-requirements: [537, 1075, 735, 1137]
- ad-ref: এনডি-৪৬৫/২৬: [195, 300, 247, 310]
- category-heading-buysell: ক্রয়-বিক্রয়: [10, 550, 124, 582]
- feature1-sign: লেখক : শিক্ষক, ইসলামী বিশ্ববিদ্যালয়, কুষ্টিয়া: [1071, 619, 1190, 642]
- story5-para: নেতারা আরো বলেন, দীর্ঘদিন ধরে বিশ্ববিদ্যালয় ও কলেজগুলোতে শিক্ষার্থীদের ন্যায্য অধিকার হরণ করা হয়েছে। এখন আর কোনো ছাড় দেয়া হবে না।: [397, 812, 517, 870]
- cell-serial: ০৭.: [638, 779, 663, 795]
- cell-count: ০১: [713, 1054, 738, 1070]
- cell-serial: ০১.: [535, 779, 560, 795]
- qa-answer-text: আপনি বাসায় নামাজ পড়তে পারবেন, মসজিদে এসে খুতবা শুরুর আগ পর্যন্ত নামাজ পড়তে পারবেন। খুতবার আগে শুধু চার রাকআত পড়তে হবে, বেশি-কম করা যাবে না, বিষয়টা এ রকম না। আপনি বেশিও পড়তে পারেন। কম করলেও সমস্যা নেই। রাকআত নির্ধারিত নয়। তবে উত্তম হলো সুন্নাতের নিয়তেই পড়া। জুমার দিন মসজিদে প্রবেশ করে ইমাম খুতবা শুরু করার আগ পর্যন্ত যত ইচ্ছা নফল নামাজ পড়া যায়। এটাই সুন্নাহসম্মত আমল।: [977, 333, 1190, 419]
- cell-count: ০১: [713, 838, 738, 919]
- cell-count: ০১: [713, 811, 738, 838]
- cell-position: পরিচ্ছন্নতা কর্মী: [663, 968, 713, 1039]
- ad-body: বেসরকারি শিক্ষা প্রতিষ্ঠান (মাদ্রাসা) জনবলকাঠামো ও এমপিও নীতিমালা, ২০২৬ অনুযায়ী বানিনা ইসলামিয়া আলিম মাদরাসা, ডাকঘর : দুলালপুর, উপজেলা : ব্রাহ্মণবাড়িয়া, জেলা : কুমিল্লার জন্য বিধি মোতাবেক সৃষ্ট পদে 'অফিস সহায়ক'-০১ জন ও 'পরিচ্ছন্নতা কর্মী'-০১ জন, বেতন গ্রেড-২০ যোগ্যতা- জেডিসি/জেএসসি/কওমী মাদরাসা শিক্ষা বোর্ড কর্তৃক সমমান আবশ্যক। উভয় পদে ৫০০/- টাকার অফেরতযোগ্য পে-অর্ডারসহ বিজ্ঞপ্তি প্রকাশের ১৫ দিনের মধ্যে অধ্যক্ষ বরাবর আবেদন করতে হবে।: [15, 112, 120, 324]
- statutory-signer-name: Md. Mostafizur Rahman: [653, 597, 733, 607]
- quran-kicker-rule: [895, 157, 966, 159]
- quran-text: নিশ্চয়ই আমি আকাশমণ্ডলী, পৃথিবী ও পর্বতমালার প্রতি এ আমানত পেশ করেছিলাম। অতঃপর তারা তা বহন করতে অস্বীকার করল এবং এতে ভীত হলো; কিন্তু মানুষ তা বহন করল। নিশ্চয়ই সে অতিশয় জালেম, অতিশয় অজ্ঞ। কিন্তু মানুষ এ আমানত বহন করতে রাজি হয়েছিল। নিশ্চয়ই মানুষ অনাচারী এবং অতিশয় অজ্ঞ।: [763, 193, 967, 266]
- quran-hadis-row: [757, 140, 1189, 289]
- cell-serial: ০৩.: [535, 811, 560, 838]
- cell-position: অফিস সহকারী কাম কম্পিউটার অপারেটর: [663, 919, 713, 968]
